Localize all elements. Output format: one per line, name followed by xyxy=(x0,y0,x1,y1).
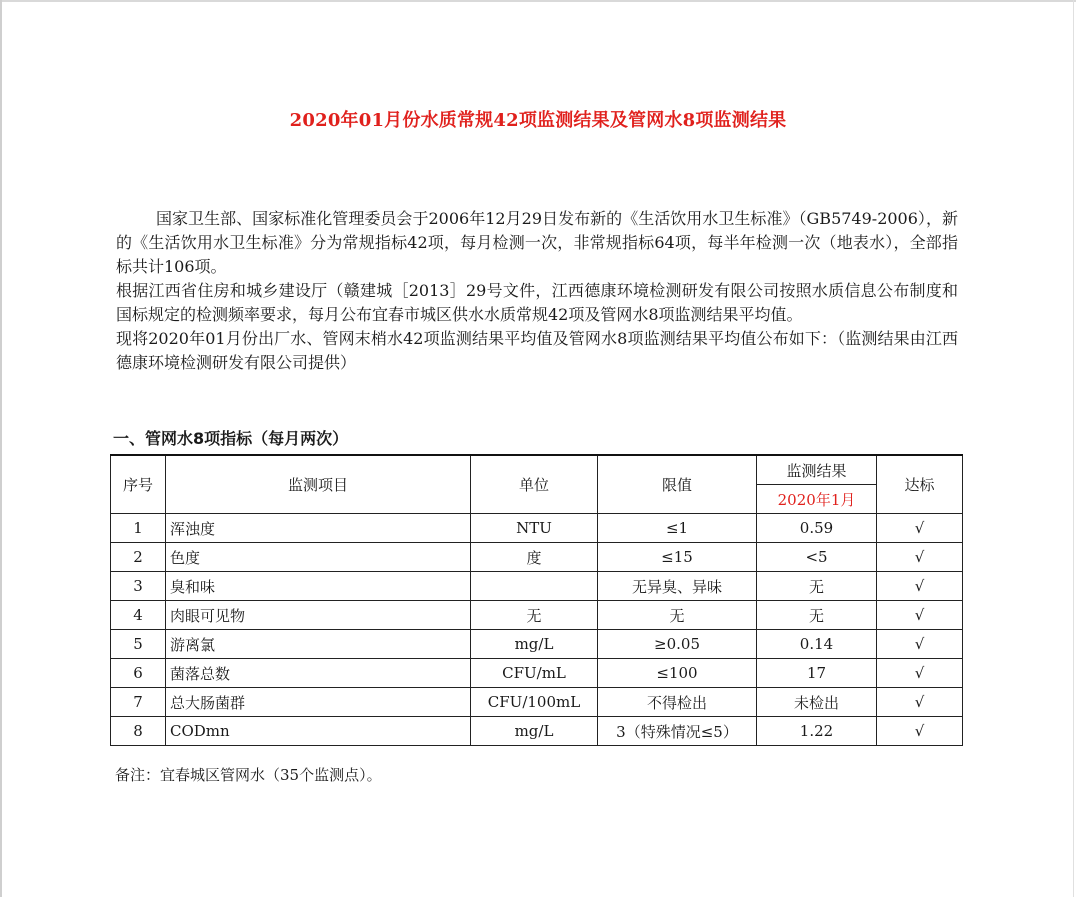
cell-unit xyxy=(471,572,598,601)
cell-no: 7 xyxy=(111,688,166,717)
cell-unit: mg/L xyxy=(471,717,598,746)
table-row xyxy=(111,543,963,572)
table-row xyxy=(111,659,963,688)
cell-result: 1.22 xyxy=(757,717,877,746)
header-pass: 达标 xyxy=(877,455,963,514)
cell-limit: ≤100 xyxy=(598,659,757,688)
header-unit: 单位 xyxy=(471,455,598,514)
cell-unit: 无 xyxy=(471,601,598,630)
results-table xyxy=(110,454,963,746)
cell-item: 游离氯 xyxy=(166,630,471,659)
cell-pass: √ xyxy=(877,630,963,659)
cell-item: 总大肠菌群 xyxy=(166,688,471,717)
intro-paragraph-2: 根据江西省住房和城乡建设厅（赣建城［2013］29号文件，江西德康环境检测研发有限公司按照水质信息公布制度和国标规定的检测频率要求，每月公布宜春市城区供水水质常规42项及管网水8项监测结果平均值。 xyxy=(116,281,958,324)
cell-no: 3 xyxy=(111,572,166,601)
cell-limit: 不得检出 xyxy=(598,688,757,717)
header-month: 2020年1月 xyxy=(757,485,877,514)
header-limit: 限值 xyxy=(598,455,757,514)
header-item: 监测项目 xyxy=(166,455,471,514)
cell-pass: √ xyxy=(877,688,963,717)
cell-pass: √ xyxy=(877,543,963,572)
header-no: 序号 xyxy=(111,455,166,514)
section-heading: 一、管网水8项指标（每月两次） xyxy=(113,429,349,448)
cell-unit: NTU xyxy=(471,514,598,543)
cell-unit: CFU/mL xyxy=(471,659,598,688)
cell-item: 浑浊度 xyxy=(166,514,471,543)
cell-result: 0.59 xyxy=(757,514,877,543)
table-row xyxy=(111,717,963,746)
table-row xyxy=(111,572,963,601)
cell-limit: ≥0.05 xyxy=(598,630,757,659)
cell-result: 无 xyxy=(757,601,877,630)
cell-no: 1 xyxy=(111,514,166,543)
page-edge-right xyxy=(1073,0,1074,897)
cell-result: 17 xyxy=(757,659,877,688)
cell-item: 臭和味 xyxy=(166,572,471,601)
cell-no: 5 xyxy=(111,630,166,659)
cell-item: 菌落总数 xyxy=(166,659,471,688)
cell-result: <5 xyxy=(757,543,877,572)
cell-limit: 无 xyxy=(598,601,757,630)
cell-item: 色度 xyxy=(166,543,471,572)
cell-limit: ≤15 xyxy=(598,543,757,572)
header-result: 监测结果 xyxy=(757,455,877,485)
page-edge-left xyxy=(0,0,2,897)
cell-item: CODmn xyxy=(166,717,471,746)
intro-paragraph-1: 国家卫生部、国家标准化管理委员会于2006年12月29日发布新的《生活饮用水卫生标准》（GB5749-2006），新的《生活饮用水卫生标准》分为常规指标42项，每月检测一次，非常规指标64项，每半年检测一次（地表水），全部指标共计106项。 xyxy=(116,209,958,276)
cell-no: 4 xyxy=(111,601,166,630)
cell-no: 6 xyxy=(111,659,166,688)
cell-limit: 无异臭、异味 xyxy=(598,572,757,601)
table-row xyxy=(111,601,963,630)
cell-pass: √ xyxy=(877,572,963,601)
table-row xyxy=(111,630,963,659)
cell-result: 0.14 xyxy=(757,630,877,659)
intro-text xyxy=(116,207,958,375)
cell-unit: 度 xyxy=(471,543,598,572)
cell-unit: mg/L xyxy=(471,630,598,659)
cell-no: 2 xyxy=(111,543,166,572)
cell-limit: 3（特殊情况≤5） xyxy=(598,717,757,746)
cell-pass: √ xyxy=(877,717,963,746)
intro-paragraph-3: 现将2020年01月份出厂水、管网末梢水42项监测结果平均值及管网水8项监测结果平均值公布如下：（监测结果由江西德康环境检测研发有限公司提供） xyxy=(116,329,958,372)
footnote: 备注：宜春城区管网水（35个监测点）。 xyxy=(115,766,382,784)
cell-item: 肉眼可见物 xyxy=(166,601,471,630)
table-header-row xyxy=(111,455,963,485)
table-row xyxy=(111,514,963,543)
cell-no: 8 xyxy=(111,717,166,746)
cell-pass: √ xyxy=(877,601,963,630)
cell-limit: ≤1 xyxy=(598,514,757,543)
table-row xyxy=(111,688,963,717)
cell-unit: CFU/100mL xyxy=(471,688,598,717)
cell-pass: √ xyxy=(877,514,963,543)
page-edge-top xyxy=(0,0,1076,2)
cell-result: 无 xyxy=(757,572,877,601)
cell-pass: √ xyxy=(877,659,963,688)
cell-result: 未检出 xyxy=(757,688,877,717)
document-title: 2020年01月份水质常规42项监测结果及管网水8项监测结果 xyxy=(289,110,787,131)
